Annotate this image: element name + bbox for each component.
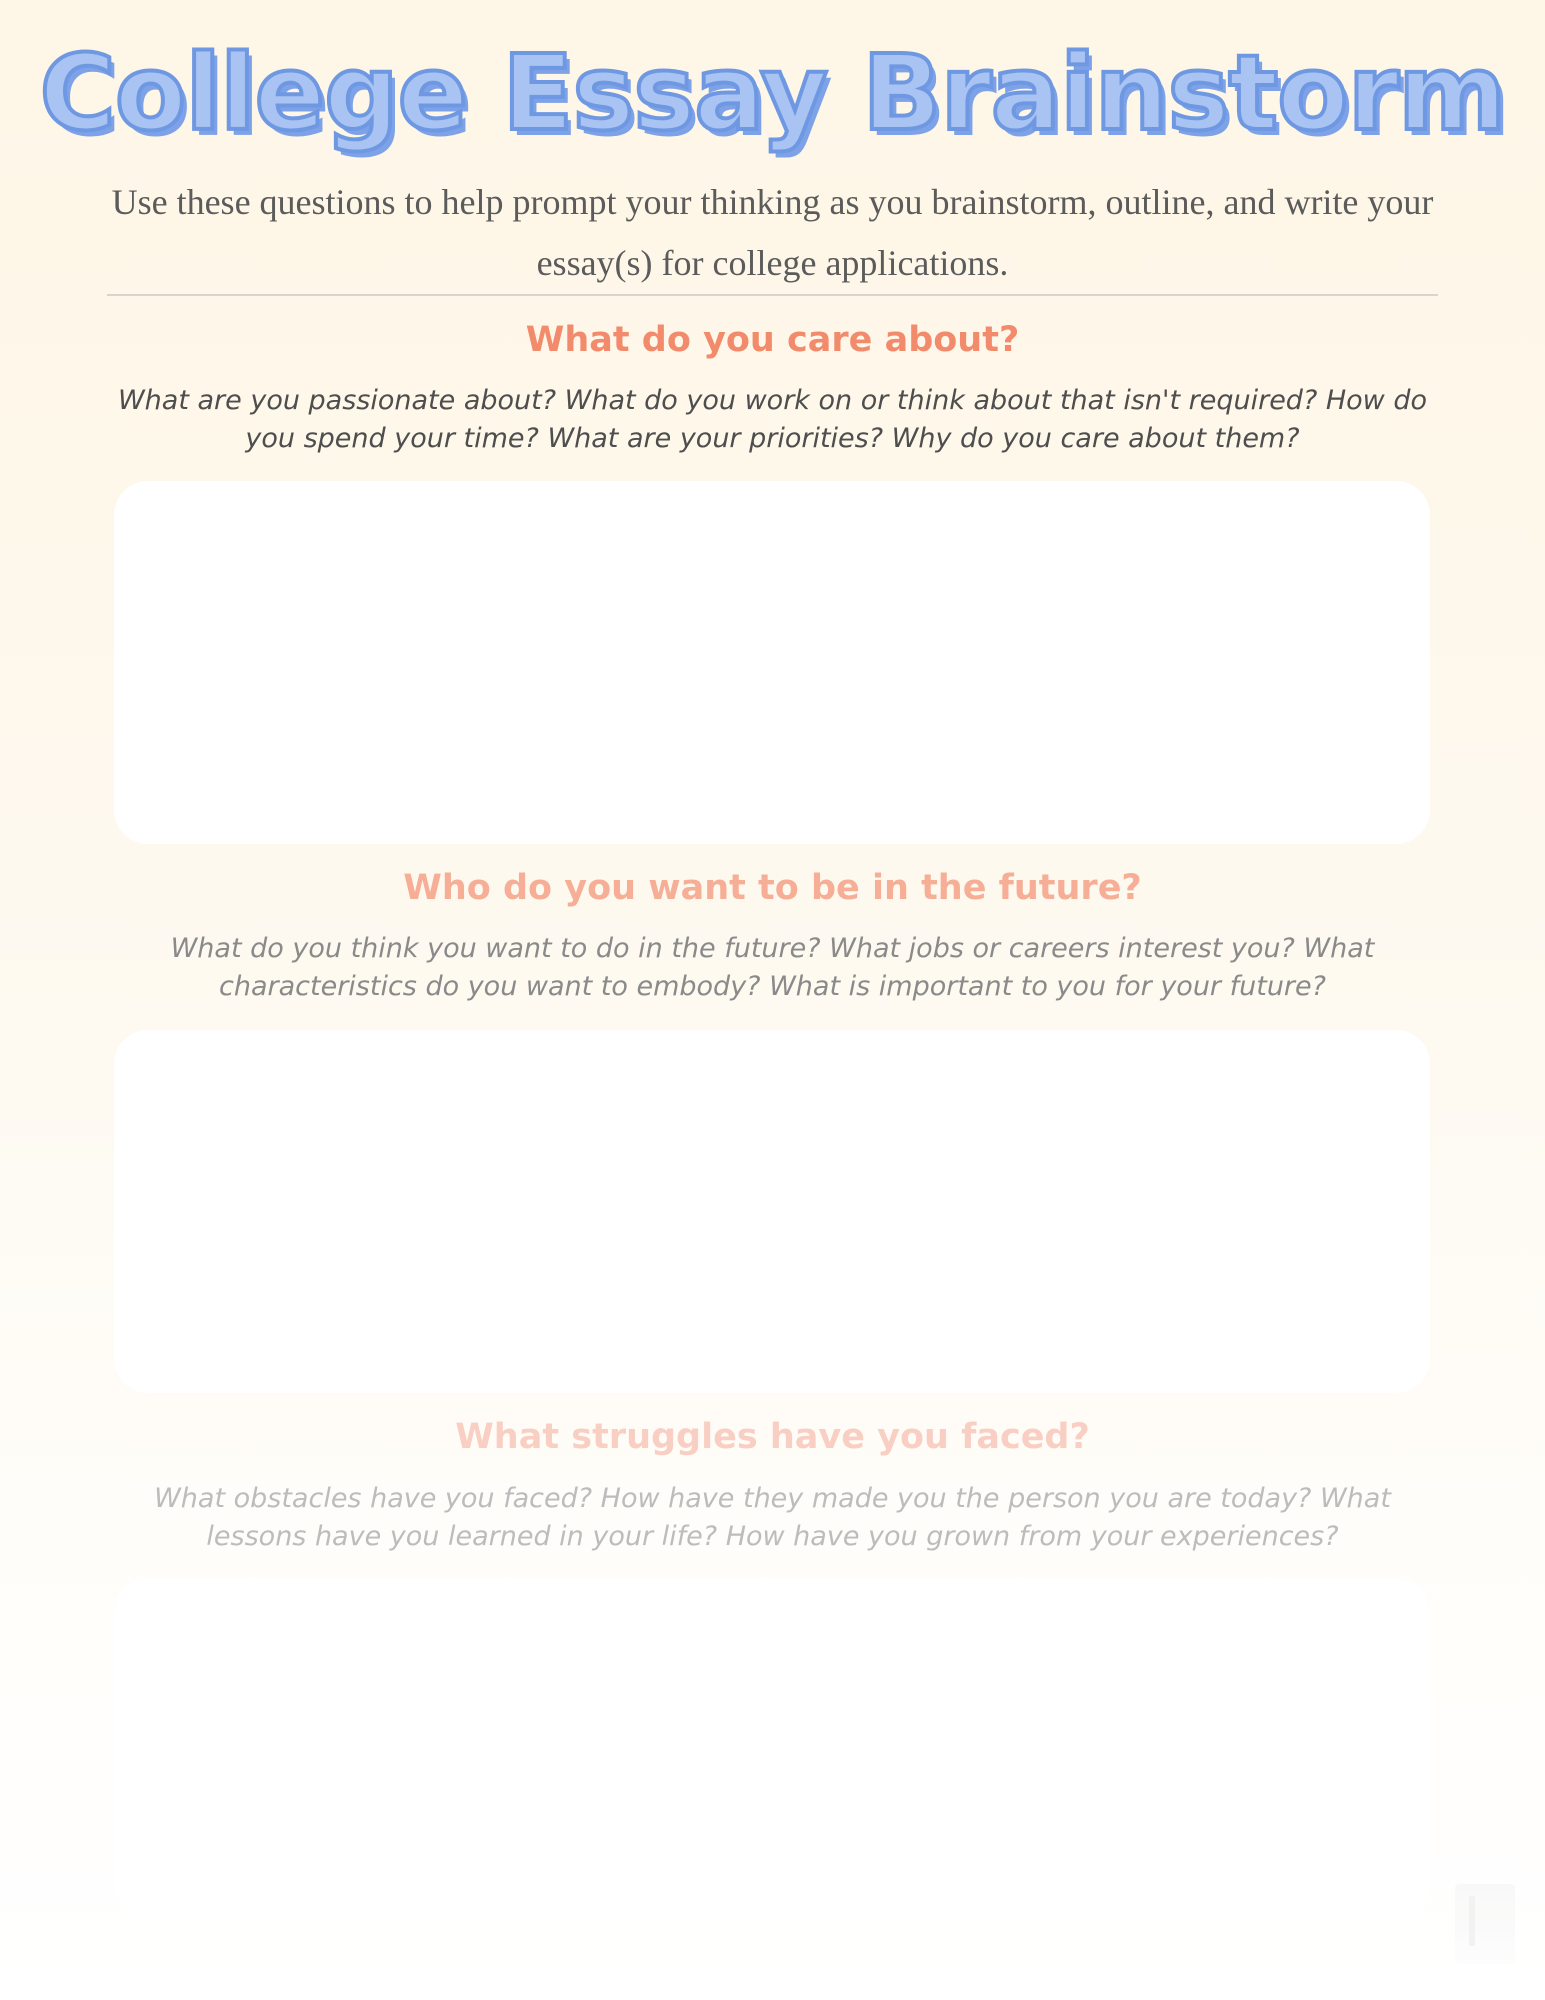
section-heading: Who do you want to be in the future? xyxy=(403,868,1142,908)
page-title: College Essay Brainstorm xyxy=(39,32,1506,154)
page-subtitle: Use these questions to help prompt your thinking as you brainstorm, outline, and write your essay(s) for college applications. xyxy=(111,182,1434,283)
section-heading: What do you care about? xyxy=(525,320,1020,360)
section-questions: What do you think you want to do in the future? What jobs or careers interest you? What characteristics do you want to embody? What is important to you for your future? xyxy=(170,933,1375,1002)
section-questions: What obstacles have you faced? How have they made you the person you are today? What lessons have you learned in your life? How have you grown from your experiences? xyxy=(154,1483,1391,1552)
divider xyxy=(107,294,1438,296)
answer-box-future[interactable] xyxy=(114,1030,1430,1393)
section-questions: What are you passionate about? What do you work on or think about that isn't required? How do you spend your time? What are your priorities? Why do you care about them? xyxy=(117,385,1427,454)
section-heading: What struggles have you faced? xyxy=(455,1417,1090,1457)
answer-box-struggles[interactable] xyxy=(114,1578,1430,1918)
answer-box-care-about[interactable] xyxy=(114,481,1430,844)
corner-watermark-icon xyxy=(1455,1884,1515,1964)
